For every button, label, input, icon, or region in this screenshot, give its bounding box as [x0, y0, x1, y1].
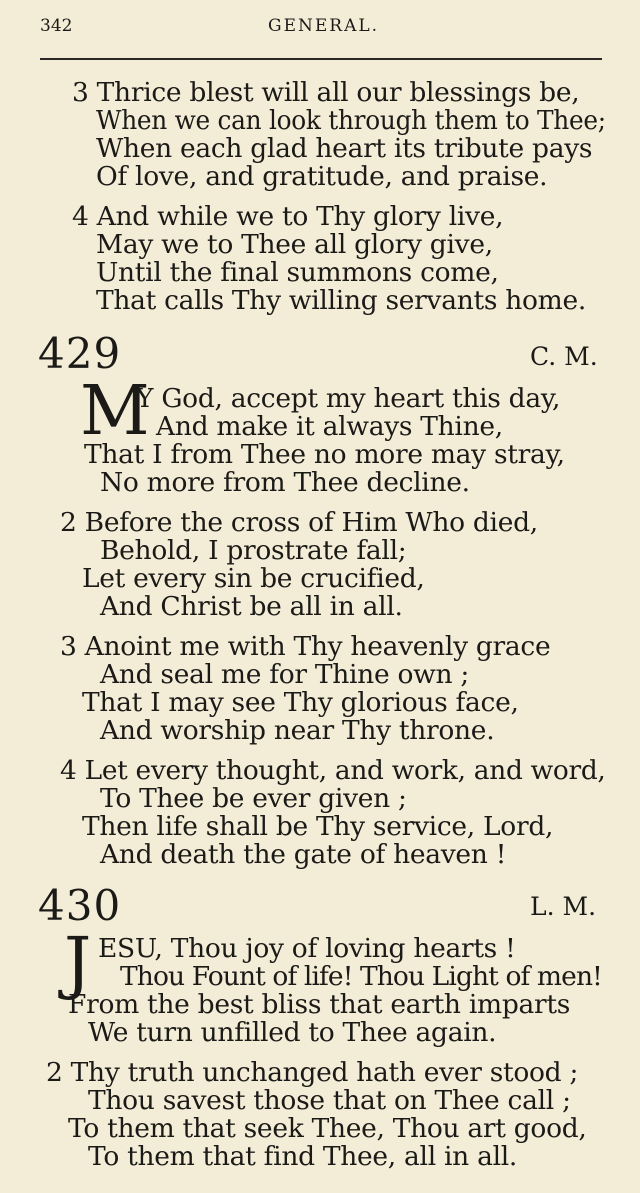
hymn-number: 430 — [38, 881, 122, 930]
verse-line: And Christ be all in all. — [100, 591, 403, 622]
drop-cap: M — [80, 372, 150, 451]
verse-line: Until the final summons come, — [96, 257, 499, 288]
verse-line: 4 Let every thought, and work, and word, — [60, 755, 606, 786]
verse-line: Let every sin be crucified, — [82, 563, 425, 594]
verse-line: That I from Thee no more may stray, — [84, 439, 565, 470]
verse-line: We turn unfilled to Thee again. — [88, 1017, 497, 1048]
verse-line: 3 Thrice blest will all our blessings be, — [72, 77, 580, 108]
verse-line: And seal me for Thine own ; — [100, 659, 470, 690]
verse-line: Of love, and gratitude, and praise. — [96, 161, 548, 192]
verse-line: 3 Anoint me with Thy heavenly grace — [60, 631, 551, 662]
header-rule — [40, 58, 602, 60]
verse-line: May we to Thee all glory give, — [96, 229, 493, 260]
page-header — [0, 0, 640, 60]
verse-line: From the best bliss that earth imparts — [68, 989, 570, 1020]
verse-line: Thou Fount of life! Thou Light of men! — [120, 961, 602, 992]
verse-line: When we can look through them to Thee; — [96, 105, 606, 136]
verse-line: 2 Thy truth unchanged hath ever stood ; — [46, 1057, 579, 1088]
verse-line: And worship near Thy throne. — [100, 715, 495, 746]
verse-line: And make it always Thine, — [156, 411, 503, 442]
verse-line: When each glad heart its tribute pays — [96, 133, 593, 164]
verse-line: That I may see Thy glorious face, — [82, 687, 519, 718]
verse-line: To them that seek Thee, Thou art good, — [68, 1113, 587, 1144]
verse-line: Then life shall be Thy service, Lord, — [82, 811, 554, 842]
hymn-number: 429 — [38, 329, 122, 378]
verse-line: Thou savest those that on Thee call ; — [88, 1085, 571, 1116]
hymn-meter: C. M. — [530, 342, 598, 371]
verse-line: Y God, accept my heart this day, — [136, 383, 561, 414]
verse-line: To Thee be ever given ; — [100, 783, 407, 814]
verse-line: 2 Before the cross of Him Who died, — [60, 507, 538, 538]
verse-line: No more from Thee decline. — [100, 467, 470, 498]
page-number: 342 — [40, 16, 73, 36]
hymn-meter: L. M. — [530, 892, 597, 921]
verse-line: 4 And while we to Thy glory live, — [72, 201, 504, 232]
drop-cap: J — [64, 924, 92, 1003]
verse-line: Behold, I prostrate fall; — [100, 535, 407, 566]
verse-line: That calls Thy willing servants home. — [96, 285, 587, 316]
verse-line: To them that find Thee, all in all. — [88, 1141, 518, 1172]
verse-line: And death the gate of heaven ! — [100, 839, 507, 870]
verse-line: ESU, Thou joy of loving hearts ! — [98, 933, 516, 964]
running-title: GENERAL. — [268, 16, 380, 36]
